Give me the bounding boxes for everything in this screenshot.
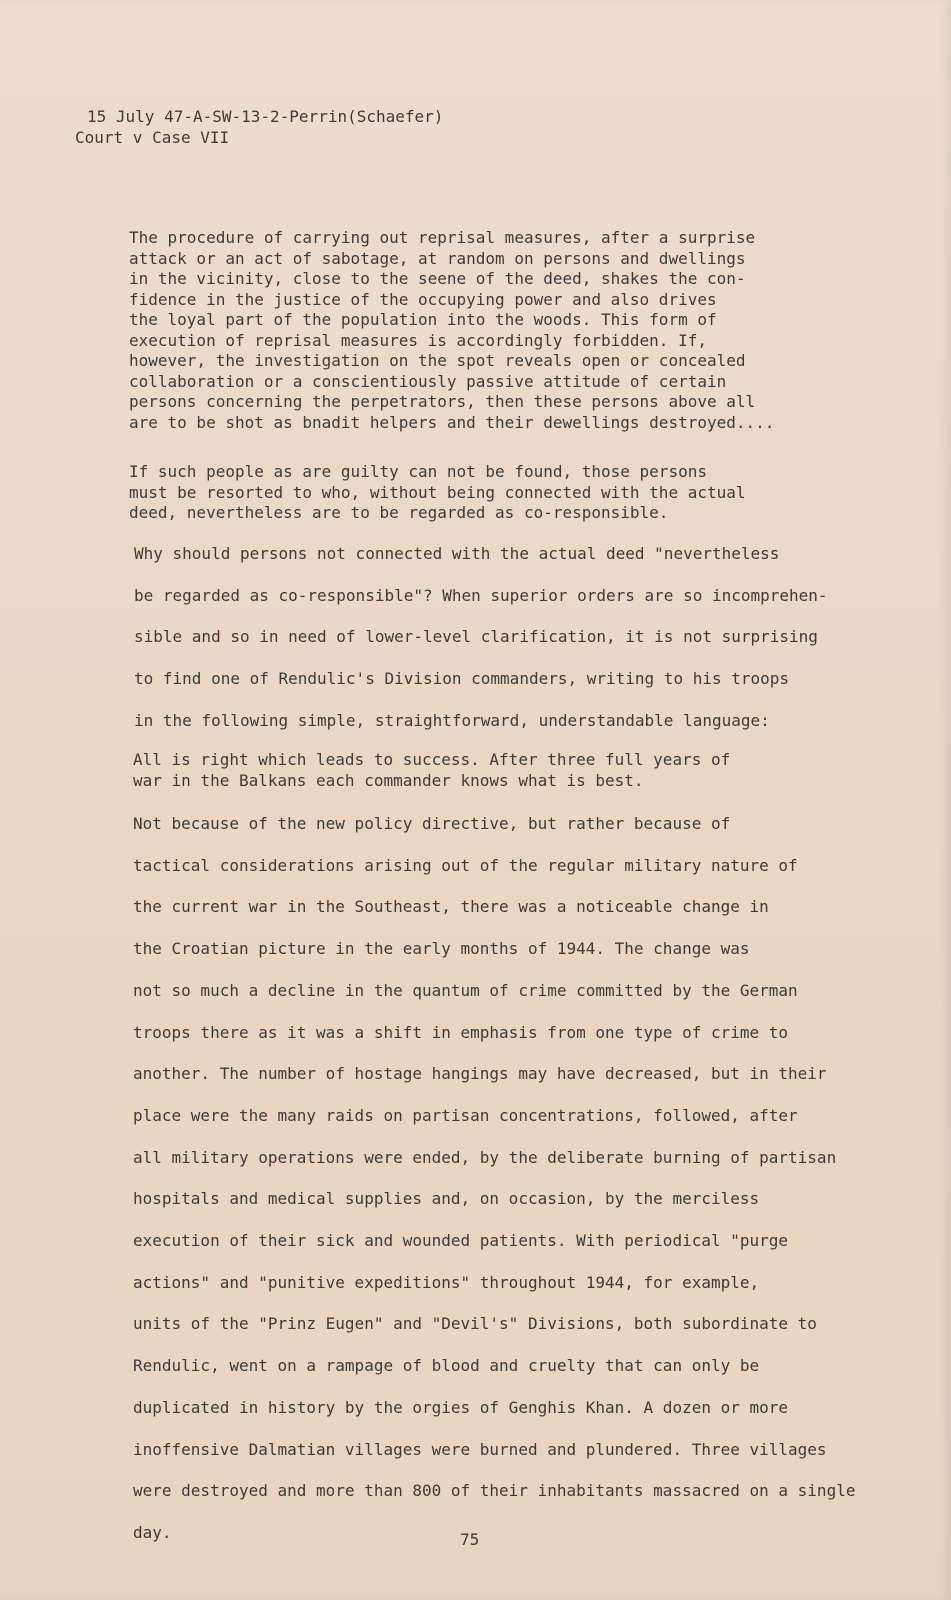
block-quote-reprisal-order xyxy=(129,228,819,433)
text-line: were destroyed and more than 800 of their inhabitants massacred on a single xyxy=(133,1481,856,1501)
text-line: another. The number of hostage hangings may have decreased, but in their xyxy=(133,1064,827,1084)
text-line: in the vicinity, close to the seene of the deed, shakes the con- xyxy=(129,269,746,288)
text-line: the Croatian picture in the early months of 1944. The change was xyxy=(133,939,750,959)
text-line: place were the many raids on partisan concentrations, followed, after xyxy=(133,1105,798,1125)
text-line: however, the investigation on the spot reveals open or concealed xyxy=(129,351,746,370)
text-line: not so much a decline in the quantum of crime committed by the German xyxy=(133,980,798,1000)
header-court-case: Court v Case VII xyxy=(75,128,230,147)
block-quote-success xyxy=(133,750,823,791)
text-line: to find one of Rendulic's Division commanders, writing to his troops xyxy=(134,669,790,689)
text-line: fidence in the justice of the occupying power and also drives xyxy=(129,289,717,309)
text-line: execution of reprisal measures is accordingly forbidden. If, xyxy=(129,330,707,350)
text-line: troops there as it was a shift in emphasis from one type of crime to xyxy=(133,1022,789,1042)
text-line: Rendulic, went on a rampage of blood and cruelty that can only be xyxy=(133,1356,760,1376)
text-line: sible and so in need of lower-level clarification, it is not surprising xyxy=(134,627,818,647)
text-line: must be resorted to who, without being connected with the actual xyxy=(129,482,746,502)
text-line: persons concerning the perpetrators, then these persons above all xyxy=(129,392,756,411)
header-reference: 15 July 47-A-SW-13-2-Perrin(Schaefer) xyxy=(87,107,444,126)
paragraph-croatian-picture xyxy=(80,803,870,1554)
block-quote-co-responsible xyxy=(129,462,819,524)
text-line: Why should persons not connected with the actual deed "nevertheless xyxy=(134,544,780,563)
text-line: attack or an act of sabotage, at random on persons and dwellings xyxy=(129,248,746,268)
text-line: If such people as are guilty can not be found, those persons xyxy=(129,462,707,481)
text-line: All is right which leads to success. After three full years of xyxy=(133,750,731,769)
text-line: be regarded as co-responsible"? When superior orders are so incomprehen- xyxy=(134,585,828,605)
text-line: tactical considerations arising out of the regular military nature of xyxy=(133,855,798,875)
page-number: 75 xyxy=(460,1530,480,1549)
text-line: units of the "Prinz Eugen" and "Devil's" Divisions, both subordinate to xyxy=(133,1314,817,1334)
text-line: day. xyxy=(133,1522,172,1542)
text-line: The procedure of carrying out reprisal measures, after a surprise xyxy=(129,228,756,247)
text-line: collaboration or a conscientiously passive attitude of certain xyxy=(129,371,727,391)
text-line: inoffensive Dalmatian villages were burned and plundered. Three villages xyxy=(133,1439,827,1459)
text-line: Not because of the new policy directive, but rather because of xyxy=(133,814,731,833)
paragraph-why-co-responsible xyxy=(80,533,870,742)
text-line: hospitals and medical supplies and, on occasion, by the merciless xyxy=(133,1189,760,1209)
text-line: actions" and "punitive expeditions" throughout 1944, for example, xyxy=(133,1272,760,1292)
text-line: all military operations were ended, by the deliberate burning of partisan xyxy=(133,1147,837,1167)
text-line: duplicated in history by the orgies of Genghis Khan. A dozen or more xyxy=(133,1397,789,1417)
text-line: war in the Balkans each commander knows what is best. xyxy=(133,770,644,790)
text-line: in the following simple, straightforward, understandable language: xyxy=(134,710,770,730)
text-line: the current war in the Southeast, there was a noticeable change in xyxy=(133,897,769,917)
text-line: are to be shot as bnadit helpers and their dewellings destroyed.... xyxy=(129,412,775,432)
text-line: execution of their sick and wounded patients. With periodical "purge xyxy=(133,1231,789,1251)
text-line: the loyal part of the population into the woods. This form of xyxy=(129,310,717,329)
text-line: deed, nevertheless are to be regarded as co-responsible. xyxy=(129,503,669,522)
document-header xyxy=(75,106,443,148)
